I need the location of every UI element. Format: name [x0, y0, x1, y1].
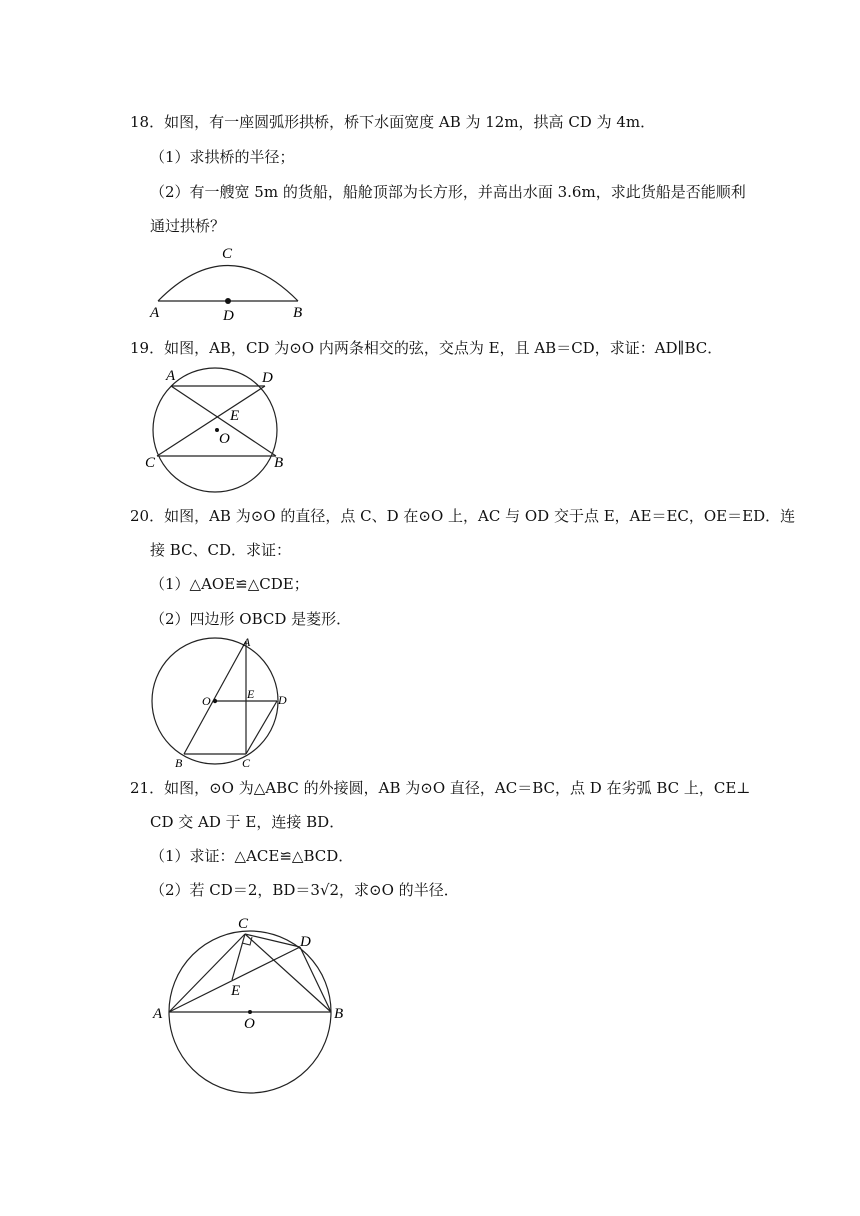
problem-18-part-2: （2）有一艘宽 5m 的货船，船舱顶部为长方形，并高出水面 3.6m，求此货船是否能顺利: [150, 183, 746, 201]
problem-18-part-1: （1）求拱桥的半径；: [150, 148, 295, 166]
label-c: C: [222, 246, 233, 262]
label-o: O: [244, 1016, 255, 1032]
label-a: A: [153, 1006, 163, 1022]
label-c: C: [238, 916, 249, 932]
segment-cd: [245, 934, 300, 947]
label-o: O: [202, 694, 211, 708]
segment-bc: [245, 934, 331, 1012]
problem-20-part-1: （1）△AOE≌△CDE；: [150, 575, 309, 593]
label-b: B: [334, 1006, 344, 1022]
label-a: A: [243, 635, 251, 649]
problem-20-stem: 20．如图，AB 为⊙O 的直径，点 C、D 在⊙O 上，AC 与 OD 交于点 E，AE＝EC，OE＝ED．连: [130, 507, 796, 525]
figure-circumscribed-triangle: [145, 910, 360, 1100]
segment-bd: [300, 947, 331, 1012]
label-e: E: [231, 983, 241, 999]
problem-20-part-2: （2）四边形 OBCD 是菱形．: [150, 610, 352, 628]
label-a: A: [166, 368, 176, 384]
diameter-ab: [184, 641, 246, 754]
center-o-dot: [248, 1010, 252, 1014]
point-d-dot: [225, 298, 231, 304]
problem-21-stem: 21．如图，⊙O 为△ABC 的外接圆，AB 为⊙O 直径，AC＝BC，点 D 在劣弧 BC 上，CE⊥: [130, 779, 751, 797]
label-c: C: [242, 756, 251, 770]
chord-cd: [157, 386, 265, 456]
label-b: B: [175, 756, 183, 770]
label-a: A: [150, 305, 160, 321]
center-o-dot: [213, 699, 217, 703]
problem-21-part-2: （2）若 CD＝2，BD＝3√2，求⊙O 的半径．: [150, 881, 459, 899]
problem-19-stem: 19．如图，AB，CD 为⊙O 内两条相交的弦，交点为 E，且 AB＝CD，求证：AD∥BC．: [130, 339, 723, 357]
label-b: B: [293, 305, 303, 321]
problem-21-part-1: （1）求证：△ACE≌△BCD．: [150, 847, 354, 865]
label-e: E: [230, 408, 240, 424]
label-d: D: [278, 693, 287, 707]
label-c: C: [145, 455, 156, 471]
label-o: O: [219, 431, 230, 447]
label-d: D: [300, 934, 311, 950]
arch-arc: [158, 266, 298, 302]
problem-21-stem-cont: CD 交 AD 于 E，连接 BD．: [150, 813, 345, 831]
label-b: B: [274, 455, 284, 471]
segment-ad: [169, 947, 300, 1012]
figure-arch-bridge: [140, 240, 320, 325]
figure-intersecting-chords: [140, 360, 300, 500]
figure-rhombus-in-circle: [145, 632, 300, 772]
problem-20-stem-cont: 接 BC、CD．求证：: [150, 541, 292, 559]
label-e: E: [247, 687, 255, 701]
problem-18-part-2-cont: 通过拱桥？: [150, 217, 226, 235]
label-d: D: [262, 370, 273, 386]
problem-18-stem: 18．如图，有一座圆弧形拱桥，桥下水面宽度 AB 为 12m，拱高 CD 为 4m．: [130, 113, 656, 131]
label-d: D: [223, 308, 234, 324]
